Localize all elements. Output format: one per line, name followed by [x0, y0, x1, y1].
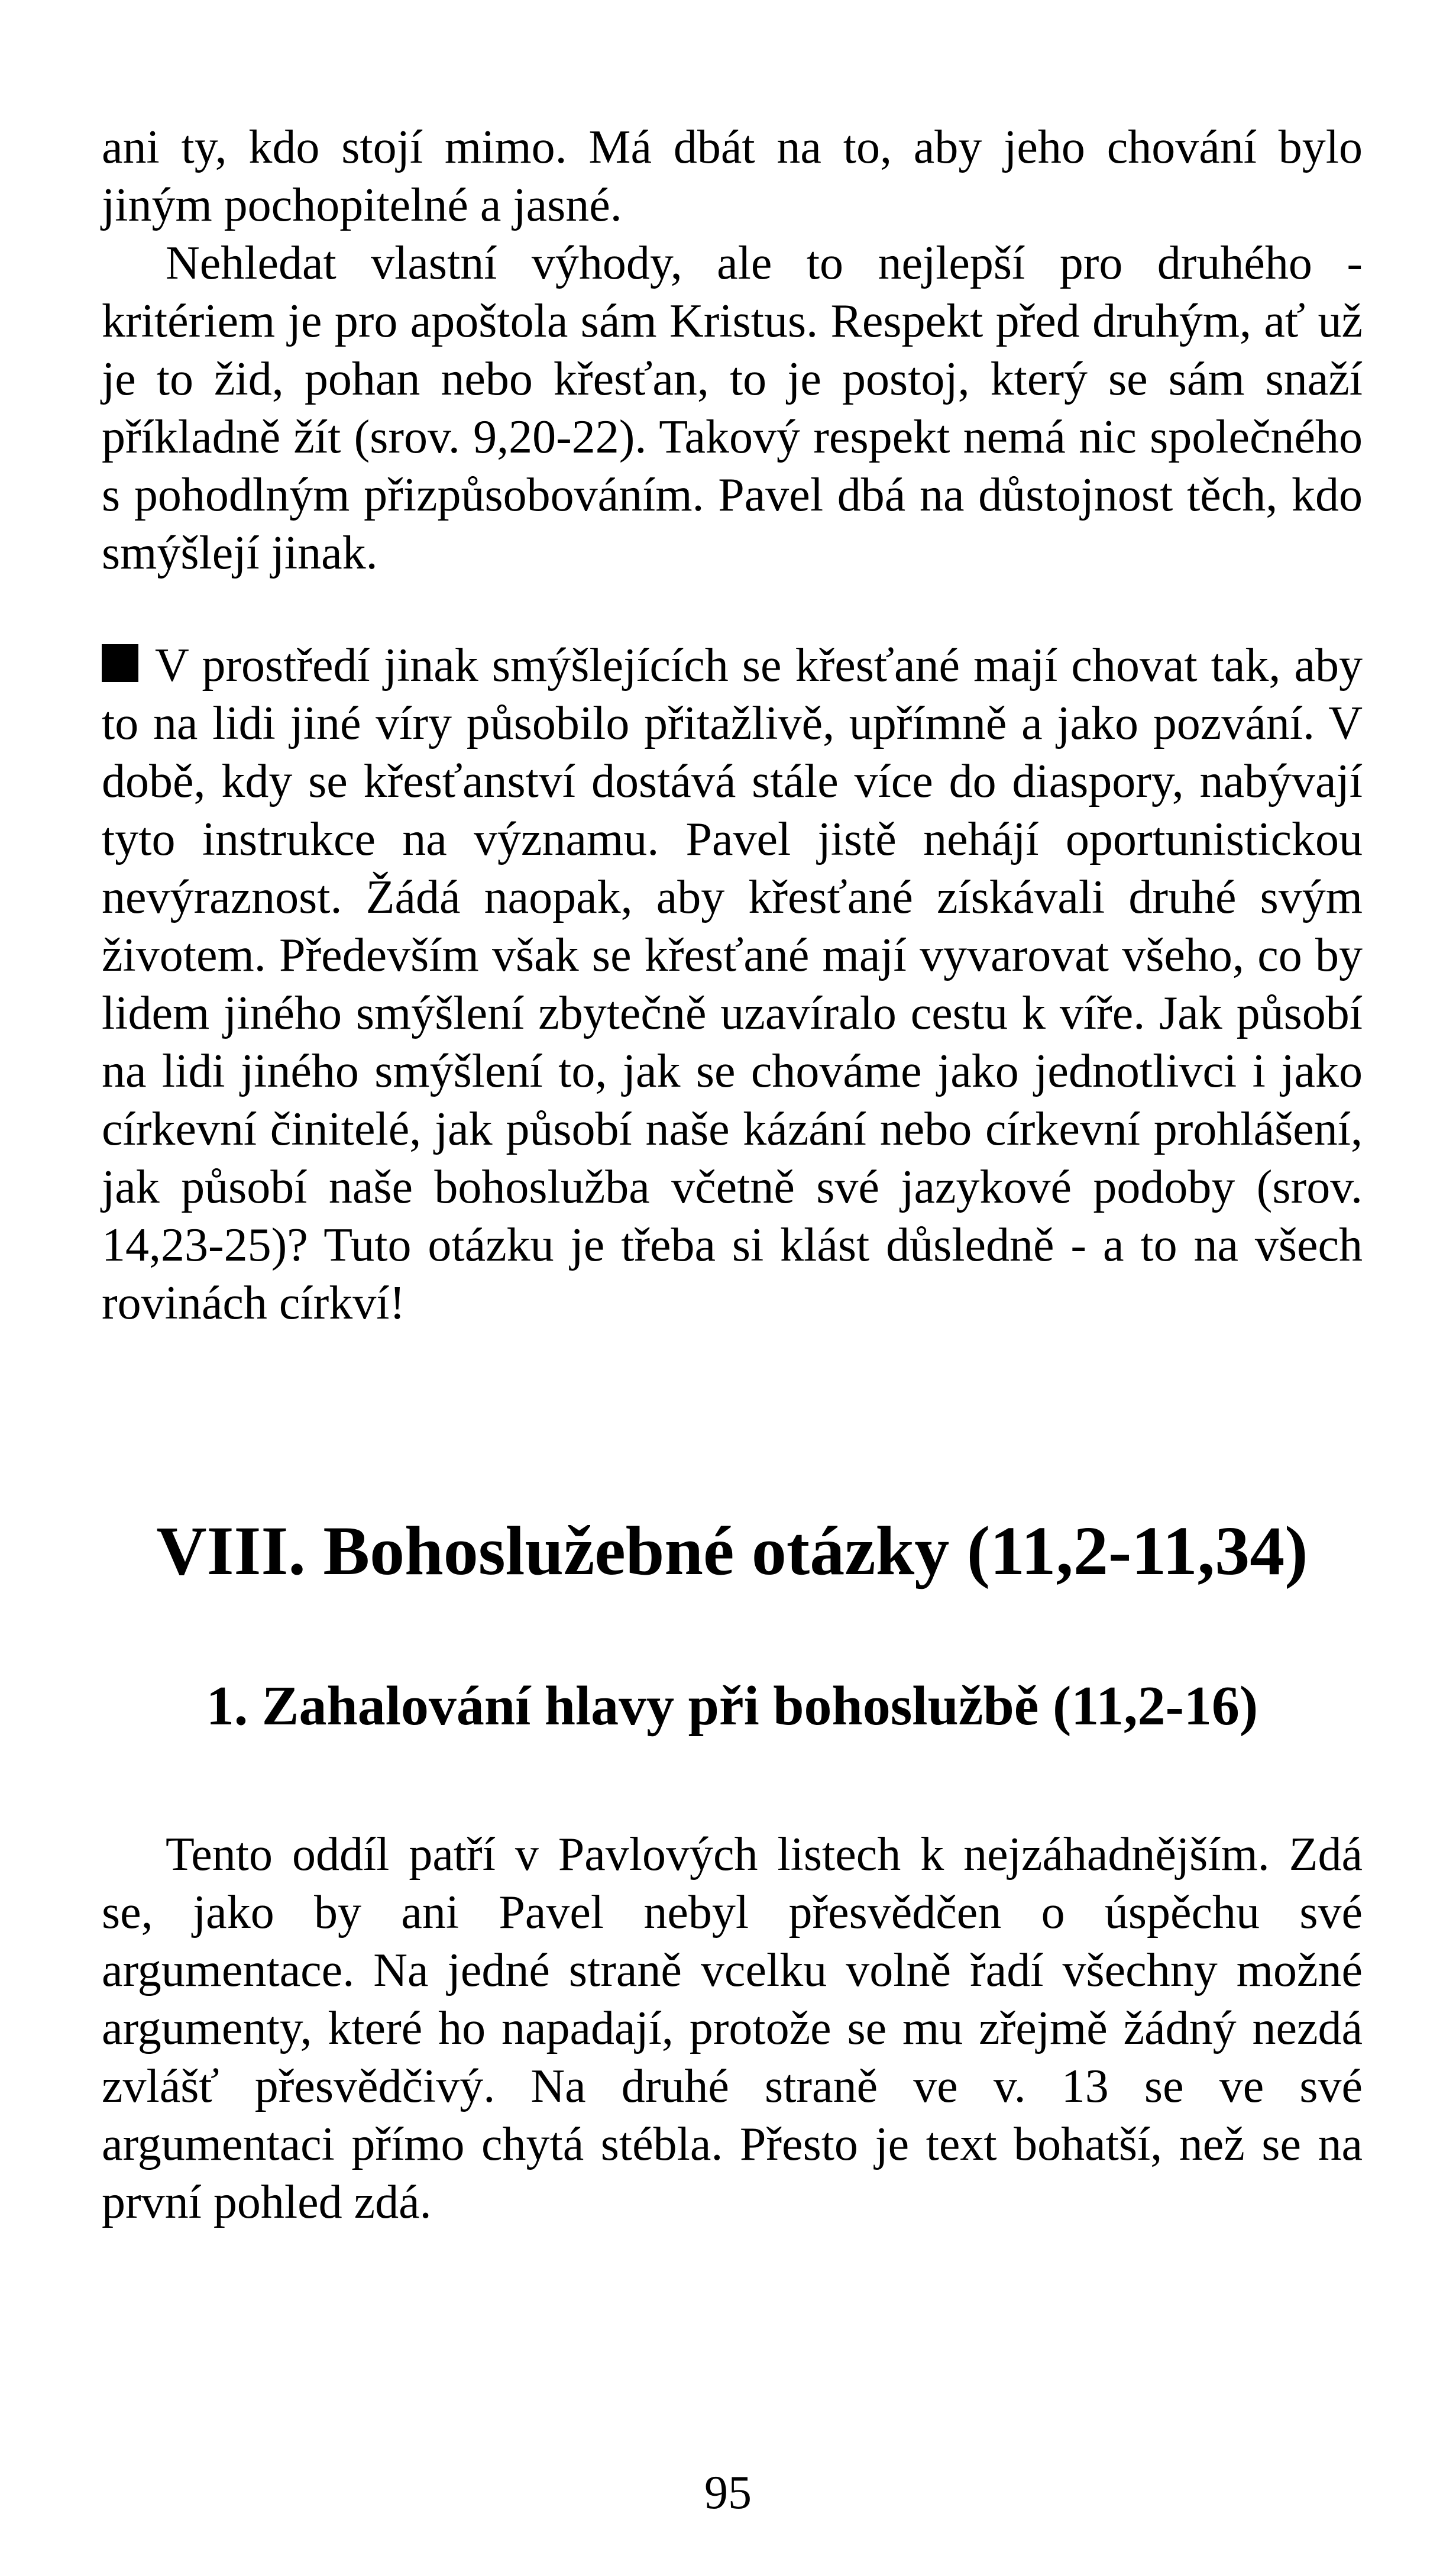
paragraph-section-intro: Tento oddíl patří v Pavlových listech k nejzáhadnějším. Zdá se, jako by ani Pavel nebyl přesvědčen o úspěchu své argumentace. Na jedné straně vcelku volně řadí všechny možné argumenty, které ho napadají, protože se mu zřejmě žádný nezdá zvlášť přesvědčivý. Na druhé straně ve v. 13 se ve své argumentaci přímo chytá stébla. Přesto je text bohatší, než se na první pohled zdá. — [102, 1828, 1363, 2228]
page-number: 95 — [704, 2467, 752, 2519]
square-bullet-icon — [102, 644, 138, 682]
page-content — [102, 118, 1363, 2231]
section-heading: 1. Zahalování hlavy při bohoslužbě (11,2-16) — [206, 1675, 1258, 1737]
paragraph-continuation: ani ty, kdo stojí mimo. Má dbát na to, aby jeho chování bylo jiným pochopitelné a jasné. — [102, 121, 1363, 231]
paragraph-respect: Nehledat vlastní výhody, ale to nejlepší pro druhého - kritériem je pro apoštola sám Kristus. Respekt před druhým, ať už je to žid, pohan nebo křesťan, to je postoj, který se sám snaží příkladně žít (srov. 9,20-22). Takový respekt nemá nic společného s pohodlným přizpůsobováním. Pavel dbá na důstojnost těch, kdo smýšlejí jinak. — [102, 237, 1363, 579]
paragraph-application-text: V prostředí jinak smýšlejících se křesťané mají chovat tak, aby to na lidi jiné víry působilo přitažlivě, upřímně a jako pozvání. V době, kdy se křesťanství dostává stále více do diaspory, nabývají tyto instrukce na významu. Pavel jistě nehájí oportunistickou nevýraznost. Žádá naopak, aby křesťané získávali druhé svým životem. Především však se křesťané mají vyvarovat všeho, co by lidem jiného smýšlení zbytečně uzavíralo cestu k víře. Jak působí na lidi jiného smýšlení to, jak se chováme jako jednotlivci i jako církevní činitelé, jak působí naše kázání nebo církevní prohlášení, jak působí naše bohoslužba včetně své jazykové podoby (srov. 14,23-25)? Tuto otázku je třeba si klást důsledně - a to na všech rovinách církví! — [102, 639, 1363, 1329]
chapter-heading: VIII. Bohoslužebné otázky (11,2-11,34) — [156, 1512, 1308, 1589]
paragraph-application — [102, 637, 1363, 1332]
